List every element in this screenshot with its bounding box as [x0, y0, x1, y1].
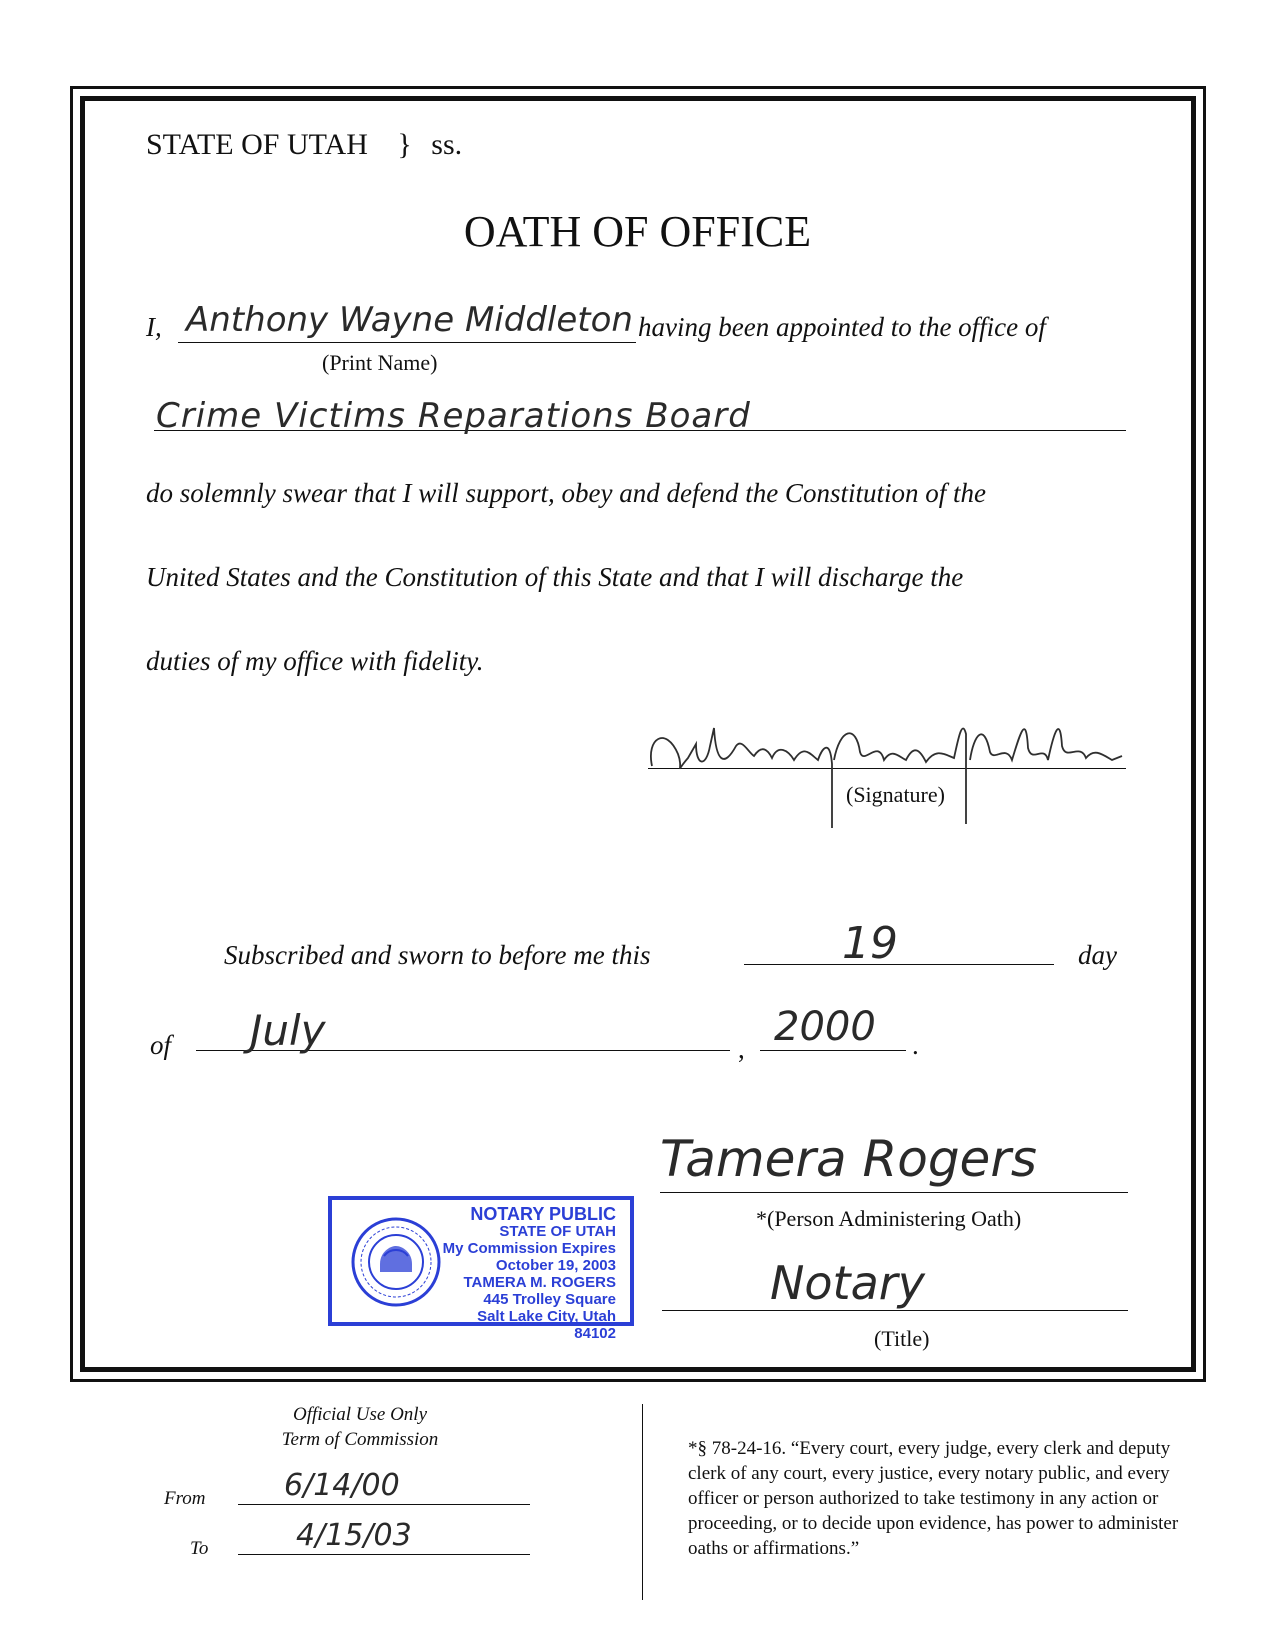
- office-handwritten: Crime Victims Reparations Board: [156, 396, 751, 436]
- title-line: [662, 1310, 1128, 1311]
- stamp-line-7: Salt Lake City, Utah 84102: [477, 1308, 616, 1342]
- signature-caption: (Signature): [846, 782, 945, 807]
- official-use-line-2: Term of Commission: [281, 1429, 439, 1450]
- notary-stamp: [328, 1196, 634, 1342]
- year-handwritten: 2000: [774, 1004, 876, 1050]
- print-name-caption: (Print Name): [322, 350, 438, 375]
- footer-divider: [642, 1404, 643, 1600]
- oath-line-3: duties of my office with fidelity.: [146, 646, 484, 676]
- to-handwritten: 4/15/03: [296, 1518, 412, 1553]
- stamp-text: [436, 1206, 616, 1342]
- from-label: From: [164, 1488, 206, 1509]
- stamp-line-4: October 19, 2003: [495, 1257, 616, 1274]
- title-caption: (Title): [874, 1326, 930, 1351]
- subscribed-text: Subscribed and sworn to before me this: [224, 940, 651, 970]
- document-title: OATH OF OFFICE: [463, 207, 812, 256]
- state-seal-icon: [350, 1216, 442, 1308]
- official-use-heading: [240, 1402, 480, 1452]
- official-use-line-1: Official Use Only: [292, 1404, 428, 1425]
- day-handwritten: 19: [842, 918, 898, 969]
- period: .: [912, 1030, 919, 1060]
- state-name: STATE OF UTAH: [146, 128, 368, 161]
- to-label: To: [190, 1538, 209, 1559]
- notary-signature-handwritten: Tamera Rogers: [660, 1130, 1037, 1188]
- month-handwritten: July: [250, 1006, 326, 1055]
- title-handwritten: Notary: [770, 1256, 925, 1310]
- administering-line: [660, 1192, 1128, 1193]
- oath-line-1: do solemnly swear that I will support, obey and defend the Constitution of the: [146, 478, 986, 508]
- appointed-text: having been appointed to the office of: [638, 312, 1046, 342]
- oath-prefix: I,: [146, 312, 162, 342]
- stamp-line-6: 445 Trolley Square: [483, 1291, 616, 1308]
- name-handwritten: Anthony Wayne Middleton: [186, 300, 633, 340]
- statute-text: *§ 78-24-16. “Every court, every judge, every clerk and deputy clerk of any court, every justice, every notary public, and every officer or person authorized to take testimony in any action or proceeding, or to decide upon evidence, has power to administer oaths or affirmations.”: [688, 1438, 1179, 1559]
- from-handwritten: 6/14/00: [284, 1468, 400, 1503]
- stamp-line-5: TAMERA M. ROGERS: [463, 1274, 616, 1291]
- comma: ,: [738, 1034, 745, 1064]
- affiant-signature: [644, 704, 1134, 834]
- venue-ss: ss.: [431, 128, 463, 161]
- state-venue: [146, 128, 462, 162]
- of-label: of: [150, 1030, 172, 1060]
- venue-brace: }: [397, 128, 412, 161]
- year-line: [760, 1050, 906, 1051]
- day-label: day: [1078, 940, 1117, 970]
- stamp-line-1: NOTARY PUBLIC: [470, 1204, 616, 1224]
- stamp-line-2: STATE OF UTAH: [499, 1223, 616, 1240]
- administering-caption: *(Person Administering Oath): [756, 1206, 1022, 1231]
- oath-line-2: United States and the Constitution of this State and that I will discharge the: [146, 562, 964, 592]
- stamp-line-3: My Commission Expires: [442, 1240, 616, 1257]
- to-line: [238, 1554, 530, 1555]
- print-name-line: [178, 342, 636, 343]
- day-line: [744, 964, 1054, 965]
- from-line: [238, 1504, 530, 1505]
